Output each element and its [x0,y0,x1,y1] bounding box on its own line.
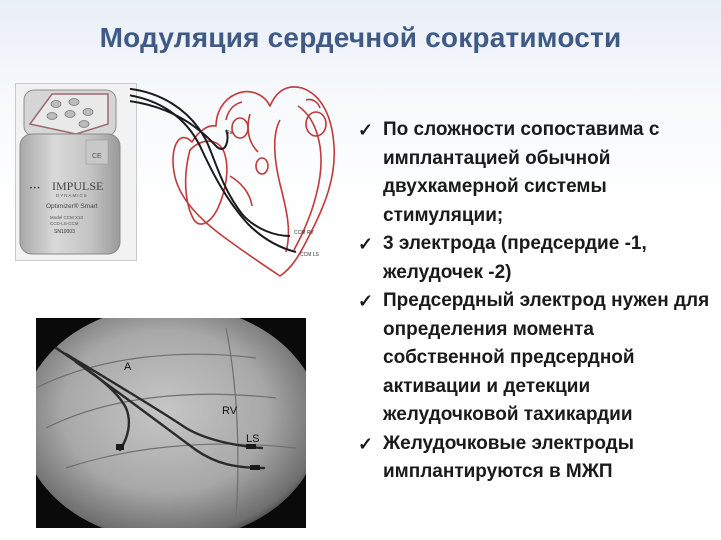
bullet-text: Предсердный электрод нужен для определения момента собственной предсердной активации и детекции желудочковой тахикардии [383,290,710,425]
device-model-line: Model CCM X10 [50,215,84,220]
bullet-text: Желудочковые электроды имплантируются в МЖП [383,432,634,482]
pacing-leads [130,88,296,252]
xray-label-a: A [124,361,132,373]
check-icon: ✓ [358,433,374,454]
device-top-label: CE [92,153,102,160]
heart-lead-label-rv: CCM RV [294,230,314,236]
device-serial: SN10003 [54,229,75,235]
xray-label-rv: RV [222,405,238,417]
device-photo [15,83,137,261]
check-icon: ✓ [358,120,374,140]
heart-lead-label-ra: Ra [226,130,233,136]
xray-illustration [36,318,306,528]
slide-title: Модуляция сердечной сократимости [99,22,622,53]
heart-lead-label-ls: CCM LS [300,252,319,258]
xray-label-ls: LS [246,433,260,445]
bullet-item [355,430,717,487]
bullet-item [355,116,717,230]
bullet-text: 3 электрода (предсердие -1, желудочек -2) [383,233,647,283]
device-brand: IMPULSE [52,179,104,193]
bullet-item [355,230,717,287]
bullet-list [355,116,717,487]
device-model-line2: CCD-LS-CCM [50,221,79,226]
device-illustration [16,84,136,260]
bullet-text: По сложности сопоставима с имплантацией обычной двухкамерной системы стимуляции; [383,119,660,226]
check-icon: ✓ [358,234,374,254]
xray-image [36,318,306,528]
heart-diagram [130,80,370,285]
device-brand-dots: • • • [30,186,40,192]
device-brand-sub: DYNAMICS [56,193,88,198]
device-model: Optimizer® Smart [46,203,98,210]
heart-outline [173,87,334,276]
bullet-item [355,287,717,430]
check-icon: ✓ [358,291,374,311]
